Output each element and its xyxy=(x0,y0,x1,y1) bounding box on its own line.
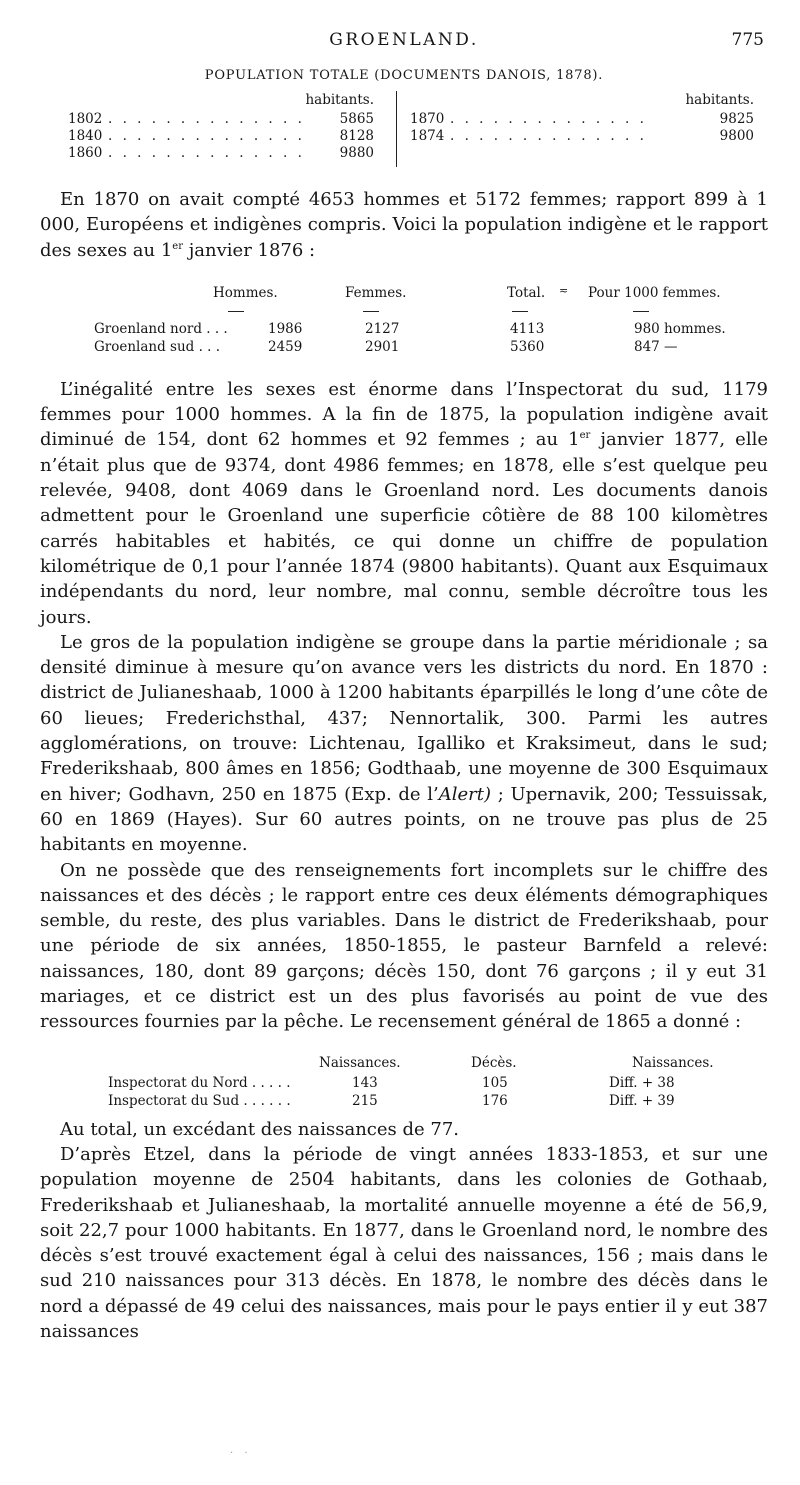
row-label: Groenland nord . . . xyxy=(94,320,228,337)
approx-equal-symbol: ≂ xyxy=(559,283,569,297)
year: 1840 xyxy=(68,128,103,144)
population-row xyxy=(410,111,754,128)
text-run: janvier 1877, elle n’était plus que de 9374, dont 4986 femmes; en 1878, elle s’est quelque peu relevée, 9408, dont 4069 dans le Groenland nord. Les documents danois admettent pour le Groenland une superficie côtière de 88 100 kilomètres carrés habitables et habités, ce qui donne un chiffre de population kilométrique de 0,1 pour l’année 1874 (9800 habitants). Quant aux Esquimaux indépendants du nord, leur nombre, mal connu, semble décroître tous les jours. xyxy=(40,429,768,628)
text-run: L’inégalité entre les sexes est énorme dans l’Inspectorat du sud, 1179 femmes pour 1000 hommes. A la fin de 1875, la population indigène avait diminué de 154, dont 62 hommes et 92 femmes ; au 1 xyxy=(40,378,768,451)
inhabitants-value: 9800 xyxy=(719,128,754,144)
unit-header: habitants. xyxy=(305,92,374,108)
row-label: Inspectorat du Sud . . . . . . xyxy=(108,1092,291,1109)
year: 1870 xyxy=(410,111,445,127)
men-value: 2459 xyxy=(268,338,303,355)
page-number: 775 xyxy=(731,30,764,50)
header-rule xyxy=(363,311,379,312)
difference-value: Diff. + 38 xyxy=(609,1074,675,1091)
leader-dots: . . . . . . . . . . . . . . xyxy=(450,128,647,144)
column-divider xyxy=(396,91,397,167)
deaths-value: 105 xyxy=(482,1074,508,1091)
paragraph-mortality: D’après Etzel, dans la période de vingt années 1833-1853, et sur une population moyenne de 2504 habitants, dans les colonies de Gothaab, Frederikshaab et Julianeshaab, la mortalité annuelle moyenne a été de 56,9, soit 22,7 pour 1000 habitants. En 1877, dans le Groenland nord, le nombre des décès s’est trouvé exactement égal à celui des naissances, 156 ; mais dans le sud 210 naissances pour 313 décès. En 1878, le nombre des décès dans le nord a dépassé de 49 celui des naissances, mais pour le pays entier il y eut 387 naissances xyxy=(40,1143,768,1342)
text-run: janvier 1876 : xyxy=(183,239,316,261)
population-table xyxy=(40,89,768,169)
superscript: er xyxy=(579,430,591,442)
inhabitants-value: 8128 xyxy=(339,128,374,144)
paragraph-inequality xyxy=(40,377,768,630)
year: 1802 xyxy=(68,111,103,127)
superscript: er xyxy=(172,240,183,252)
running-head xyxy=(40,28,768,58)
header-rule xyxy=(633,311,649,312)
header-women: Femmes. xyxy=(345,284,407,301)
header-men: Hommes. xyxy=(213,284,278,301)
year: 1860 xyxy=(68,145,103,161)
year: 1874 xyxy=(410,128,445,144)
text-run: Le gros de la population indigène se groupe dans la partie méridionale ; sa densité diminue à mesure qu’on avance vers les districts du nord. En 1870 : district de Julianeshaab, 1000 à 1200 habitants éparpillés le long d’une côte de 60 lieues; Frederichsthal, 437; Nennortalik, 300. Parmi les autres agglomérations, on trouve: Lichtenau, Igalliko et Kraksimeut, dans le sud; Frederikshaab, 800 âmes en 1856; Godthaab, une moyenne de 300 Esquimaux en hiver; Godhavn, 250 en 1875 (Exp. de l’ xyxy=(40,631,768,805)
men-value: 1986 xyxy=(268,320,303,337)
header-births-diff: Naissances. xyxy=(632,1054,714,1071)
text-run: ; Upernavik, 200; Tessuissak, 60 en 1869 (Hayes). Sur 60 autres points, on ne trouve pas plus de 25 habitants en moyenne. xyxy=(40,783,768,856)
paragraph-total-excess: Au total, un excédant des naissances de 77. xyxy=(60,1118,460,1140)
header-births: Naissances. xyxy=(319,1054,401,1071)
ratio-value: 980 hommes. xyxy=(634,320,726,337)
header-ratio: Pour 1000 femmes. xyxy=(588,284,721,301)
header-rule xyxy=(228,311,244,312)
difference-value: Diff. + 39 xyxy=(609,1092,675,1109)
women-value: 2901 xyxy=(365,338,400,355)
italic-text: Alert) xyxy=(438,783,492,805)
inhabitants-value: 5865 xyxy=(339,111,374,127)
deaths-value: 176 xyxy=(482,1092,508,1109)
population-table-title: POPULATION TOTALE (DOCUMENTS DANOIS, 1878). xyxy=(204,68,604,83)
population-column-left xyxy=(68,89,374,162)
births-value: 143 xyxy=(352,1074,378,1091)
population-row xyxy=(410,128,754,145)
population-row xyxy=(68,111,374,128)
paragraph-births-deaths: On ne possède que des renseignements fort incomplets sur le chiffre des naissances et des décès ; le rapport entre ces deux éléments démographiques semble, du reste, des plus variables. Dans le district de Frederikshaab, pour une période de six années, 1850-1855, le pasteur Barnfeld a relevé: naissances, 180, dont 89 garçons; décès 150, dont 76 garçons ; il y eut 31 mariages, et ce district est un des plus favorisés au point de vue des ressources fournies par la pêche. Le recensement général de 1865 a donné : xyxy=(40,859,768,1033)
row-label: Groenland sud . . . xyxy=(94,338,221,355)
leader-dots: . . . . . . . . . . . . . . xyxy=(108,145,305,161)
population-row xyxy=(68,128,374,145)
ratio-value: 847 — xyxy=(634,338,678,355)
leader-dots: . . . . . . . . . . . . . . xyxy=(450,111,647,127)
census-1865-table xyxy=(40,1051,768,1117)
header-rule xyxy=(512,311,528,312)
women-value: 2127 xyxy=(365,320,400,337)
births-value: 215 xyxy=(352,1092,378,1109)
header-total: Total. xyxy=(507,284,546,301)
page-footer-mark: . . xyxy=(230,1445,252,1456)
paragraph-distribution xyxy=(40,630,768,858)
paragraph-sex-ratio-intro xyxy=(40,187,768,263)
row-label: Inspectorat du Nord . . . . . xyxy=(108,1074,291,1091)
inhabitants-value: 9880 xyxy=(339,145,374,161)
total-value: 4113 xyxy=(510,320,545,337)
page xyxy=(40,28,768,1344)
total-value: 5360 xyxy=(510,338,545,355)
header-deaths: Décès. xyxy=(471,1054,517,1071)
leader-dots: . . . . . . . . . . . . . . xyxy=(108,128,305,144)
population-column-right xyxy=(410,89,754,145)
sex-ratio-table xyxy=(40,281,768,359)
unit-header: habitants. xyxy=(685,92,754,108)
running-title: GROENLAND. xyxy=(329,30,479,50)
text-run: En 1870 on avait compté 4653 hommes et 5172 femmes; rapport 899 à 1 000, Européens et indigènes compris. Voici la population indigène et le rapport des sexes au 1 xyxy=(40,189,768,261)
inhabitants-value: 9825 xyxy=(719,111,754,127)
population-row xyxy=(68,145,374,162)
leader-dots: . . . . . . . . . . . . . . xyxy=(108,111,305,127)
